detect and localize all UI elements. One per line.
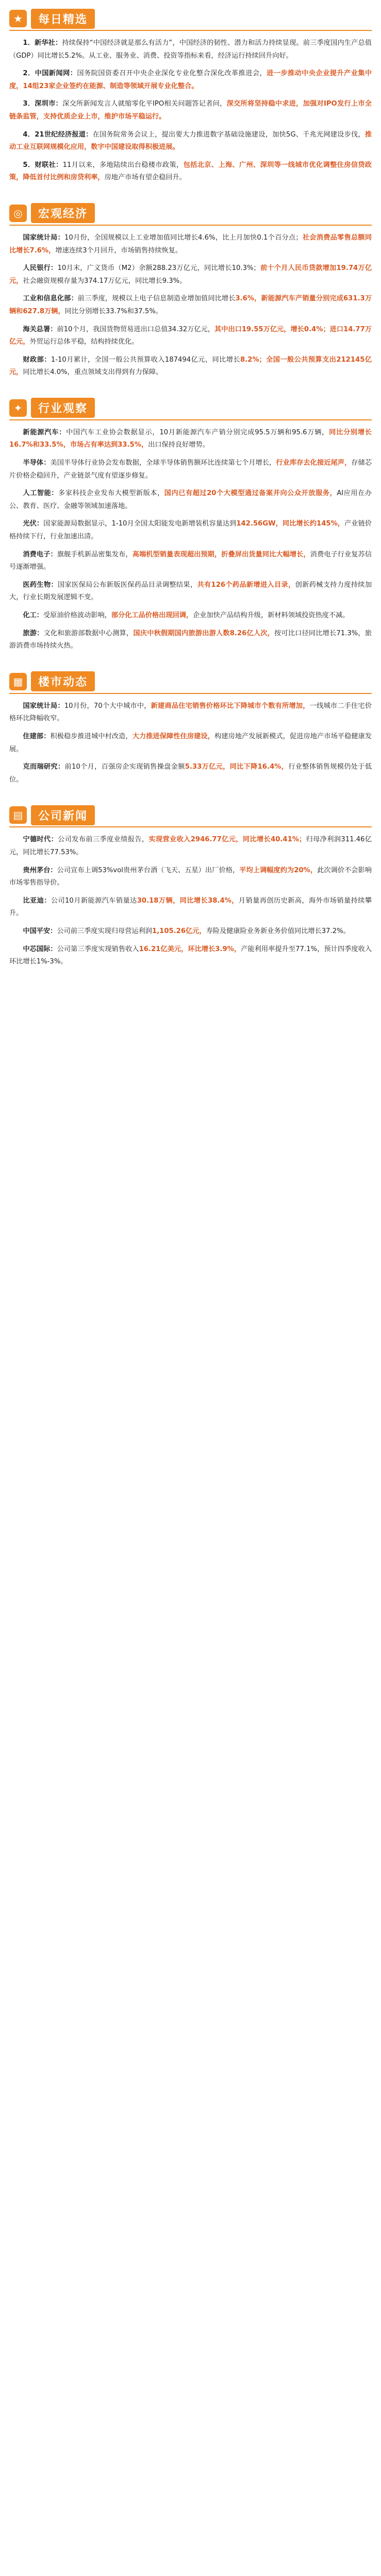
news-paragraph: [9, 761, 372, 786]
paragraph-highlight: 社会消费品零售总额同比增长7.6%，: [9, 233, 372, 255]
news-paragraph: [9, 354, 372, 379]
paragraph-highlight: 国庆中秋假期国内旅游出游人数8.26亿人次，: [133, 629, 274, 637]
news-paragraph: [9, 427, 372, 452]
paragraph-lead: 工业和信息化部：: [23, 295, 78, 303]
news-paragraph: [9, 549, 372, 574]
paragraph-list: [9, 37, 372, 184]
paragraph-text: 受原油价格波动影响，: [43, 612, 111, 619]
paragraph-tail: 消费电子行业复苏信号逐渐增强。: [9, 550, 372, 571]
section-header: [9, 397, 372, 420]
paragraph-highlight: 前十个月人民币贷款增加19.74万亿元，: [9, 264, 372, 285]
paragraph-highlight: 其中出口19.55万亿元，增长0.4%；进口14.77万亿元，: [9, 325, 372, 346]
paragraph-lead: 4．21世纪经济报道：: [23, 130, 93, 139]
paragraph-lead: 新能源汽车：: [23, 428, 67, 436]
paragraph-tail: 构建房地产发展新模式，促进房地产市场平稳健康发展。: [9, 732, 372, 753]
paragraph-tail: 企业加快产品结构升级，新材料领域投资热度不减。: [193, 612, 350, 619]
section-property: [0, 663, 381, 797]
paragraph-list: [9, 427, 372, 653]
news-paragraph: [9, 943, 372, 969]
paragraph-highlight: 部分化工品价格出现回调，: [111, 612, 193, 619]
paragraph-text: 国务院国资委召开中央企业深化专业化整合深化改革推进会，: [77, 70, 267, 78]
section-rule: [95, 408, 372, 409]
paragraph-text: 持续保持“中国经济就是那么有活力”，中国经济的韧性、潜力和活力持续显现。前三季度国内生产总值（GDP）同比增长5.2%。从工业、服务业、消费、投资等指标来看，经济运行持续回升向好。: [9, 39, 372, 60]
news-paragraph: [9, 609, 372, 622]
news-paragraph: [9, 293, 372, 318]
paragraph-highlight: 1,105.26亿元，: [152, 927, 206, 935]
section-rule: [95, 213, 372, 214]
paragraph-lead: 医药生物：: [23, 581, 58, 589]
paragraph-tail: 产能利用率提升至77.1%，预计四季度收入环比增长1%-3%。: [9, 945, 372, 966]
section-industry: [0, 389, 381, 663]
paragraph-tail: 存储芯片价格企稳回升，产业链景气度有望逐步修复。: [9, 459, 372, 480]
paragraph-tail: 寿险及健康险业务新业务价值同比增长37.2%。: [206, 927, 350, 935]
paragraph-list: [9, 834, 372, 968]
paragraph-text: 11月以来，多地陆续出台稳楼市政策，: [62, 161, 184, 169]
news-paragraph: [9, 37, 372, 62]
paragraph-highlight: 8.2%；全国一般公共预算支出212145亿元，: [9, 355, 372, 377]
paragraph-text: 国家医保局公布新版医保药品目录调整结果，: [58, 581, 197, 589]
paragraph-text: 积极稳步推进城中村改造，: [50, 732, 132, 740]
news-paragraph: [9, 518, 372, 543]
section-rule: [95, 681, 372, 682]
paragraph-tail: 月销量再创历史新高，海外市场销量持续攀升。: [9, 896, 372, 918]
news-paragraph: [9, 865, 372, 890]
building-icon: ▦: [9, 673, 27, 690]
paragraph-text: 10月份，全国规模以上工业增加值同比增长4.6%，比上月加快0.1个百分点；: [64, 233, 303, 242]
paragraph-text: 前10个月，百强房企实现销售操盘金额: [64, 763, 185, 771]
paragraph-text: 公司10月新能源汽车销量达: [51, 896, 137, 905]
news-paragraph: [9, 262, 372, 287]
paragraph-highlight: 进一步推动中央企业提升产业集中度，14组23家企业签约在能源、制造等领域开展专业化整合。: [9, 70, 372, 90]
paragraph-text: 国家能源局数据显示，1-10月全国太阳能发电新增装机容量达到: [43, 520, 237, 528]
paragraph-lead: 化工：: [23, 612, 43, 619]
paragraph-tail: 出口保持良好增势。: [148, 441, 209, 449]
section-daily: [0, 0, 381, 195]
paragraph-tail: 归母净利润311.46亿元，同比增长77.53%。: [9, 836, 372, 856]
paragraph-tail: 房地产市场有望企稳回升。: [104, 174, 186, 182]
paragraph-lead: 宁德时代：: [23, 836, 58, 844]
news-paragraph: [9, 487, 372, 513]
paragraph-lead: 中芯国际：: [23, 945, 57, 953]
paragraph-lead: 旅游：: [23, 629, 44, 637]
paragraph-text: 美国半导体行业协会发布数据，全球半导体销售额环比连续第七个月增长，: [50, 459, 276, 467]
section-header: [9, 670, 372, 694]
document-icon: ▤: [9, 806, 27, 824]
section-title: 行业观察: [31, 398, 95, 418]
paragraph-lead: 克而瑞研究：: [23, 763, 65, 771]
megaphone-icon: ✦: [9, 399, 27, 417]
paragraph-text: 公司发布前三季度业绩报告，: [58, 836, 149, 844]
paragraph-highlight: 国内已有超过20个大模型通过备案并向公众开放服务，: [164, 489, 337, 498]
section-rule: [95, 18, 372, 19]
paragraph-lead: 财政部：: [23, 355, 51, 364]
paragraph-tail: 此次调价不会影响市场零售指导价。: [9, 866, 372, 887]
paragraph-lead: 半导体：: [23, 459, 51, 467]
paragraph-lead: 2．中国新闻网：: [23, 70, 77, 78]
paragraph-list: [9, 232, 372, 379]
news-paragraph: [9, 731, 372, 756]
paragraph-lead: 中国平安：: [23, 927, 57, 935]
news-paragraph: [9, 129, 372, 154]
news-paragraph: [9, 159, 372, 184]
paragraph-lead: 5．财联社：: [23, 161, 63, 169]
paragraph-text: 前三季度，规模以上电子信息制造业增加值同比增长: [77, 295, 236, 303]
paragraph-lead: 消费电子：: [23, 550, 57, 558]
section-header: [9, 202, 372, 226]
news-paragraph: [9, 700, 372, 725]
paragraph-lead: 国家统计局：: [23, 233, 65, 242]
paragraph-highlight: 5.33万亿元，同比下降16.4%，: [185, 763, 289, 771]
paragraph-text: 10月份，70个大中城市中，: [64, 702, 151, 710]
paragraph-highlight: 新建商品住宅销售价格环比下降城市个数有所增加，: [151, 702, 310, 710]
paragraph-highlight: 推动工业互联网规模化应用，数字中国建设取得积极进展。: [9, 130, 372, 151]
paragraph-highlight: 16.21亿美元，环比增长3.9%，: [139, 945, 241, 953]
paragraph-highlight: 平均上调幅度约为20%，: [239, 866, 318, 874]
paragraph-highlight: 30.18万辆，同比增长38.4%，: [137, 896, 239, 905]
star-icon: ★: [9, 10, 27, 27]
paragraph-tail: 产业链价格持续下行，行业加速出清。: [9, 520, 372, 541]
paragraph-lead: 国家统计局：: [23, 702, 64, 710]
paragraph-tail: 创新药械支持力度持续加大，行业长期发展逻辑不变。: [9, 581, 372, 602]
paragraph-highlight: 包括北京、上海、广州、深圳等一线城市优化调整住房信贷政策，降低首付比例和房贷利率，: [9, 161, 372, 182]
paragraph-text: 1-10月累计，全国一般公共预算收入187494亿元，同比增长: [51, 355, 240, 364]
paragraph-lead: 比亚迪：: [23, 896, 51, 905]
section-title: 宏观经济: [31, 203, 95, 223]
paragraph-text: 多家科技企业发布大模型新版本，: [58, 489, 164, 498]
news-paragraph: [9, 324, 372, 349]
paragraph-tail: 外贸运行总体平稳，结构持续优化。: [29, 338, 139, 346]
paragraph-text: 公司前三季度实现归母营运利润: [57, 927, 152, 935]
paragraph-highlight: 3.6%，新能源汽车产销量分别完成631.3万辆和627.8万辆，: [9, 295, 372, 315]
paragraph-lead: 住建部：: [23, 732, 51, 740]
paragraph-text: 公司第三季度实现销售收入: [57, 945, 139, 953]
news-paragraph: [9, 457, 372, 482]
section-rule: [95, 815, 372, 816]
section-title: 楼市动态: [31, 671, 95, 691]
paragraph-lead: 人工智能：: [23, 489, 58, 498]
paragraph-tail: 社会融资规模存量为374.17万亿元，同比增长9.3%。: [23, 277, 187, 285]
section-macro: [0, 195, 381, 389]
paragraph-text: 在国务院常务会议上，提出要大力推进数字基础设施建设，加快5G、千兆光网建设步伐，: [92, 130, 365, 139]
paragraph-lead: 贵州茅台：: [23, 866, 57, 874]
paragraph-highlight: 同比分别增长16.7%和33.5%，市场占有率达到33.5%，: [9, 428, 372, 449]
paragraph-tail: 按可比口径同比增长71.3%，旅游消费市场持续火热。: [9, 629, 372, 650]
paragraph-tail: AI应用在办公、教育、医疗、金融等领域加速落地。: [9, 489, 372, 510]
paragraph-text: 公司宣布上调53%vol贵州茅台酒（飞天、五星）出厂价格，: [57, 866, 240, 874]
section-title: 每日精选: [31, 9, 95, 29]
news-paragraph: [9, 67, 372, 93]
news-paragraph: [9, 895, 372, 920]
paragraph-highlight: 实现营业收入2946.77亿元，同比增长40.41%；: [148, 836, 306, 844]
paragraph-text: 前10个月，我国货物贸易进出口总值34.32万亿元，: [57, 325, 215, 333]
paragraph-text: 文化和旅游部数据中心测算，: [43, 629, 134, 637]
paragraph-lead: 1．新华社：: [23, 39, 62, 47]
paragraph-text: 深交所新闻发言人就缩零化平IPO相关问题答记者问，: [62, 100, 227, 108]
paragraph-tail: 同比分别增长33.7%和37.5%。: [64, 307, 162, 315]
news-paragraph: [9, 232, 372, 257]
news-paragraph: [9, 98, 372, 123]
section-title: 公司新闻: [31, 805, 95, 825]
news-paragraph: [9, 925, 372, 938]
paragraph-lead: 人民银行：: [23, 264, 58, 273]
news-paragraph: [9, 834, 372, 859]
paragraph-list: [9, 700, 372, 787]
paragraph-tail: 一线城市二手住宅价格环比降幅收窄。: [9, 702, 372, 723]
section-header: [9, 804, 372, 827]
paragraph-tail: 同比增长4.0%，重点领域支出得到有力保障。: [23, 368, 163, 377]
paragraph-highlight: 大力推进保障性住房建设，: [132, 732, 214, 740]
paragraph-highlight: 142.56GW，同比增长约145%，: [236, 520, 345, 528]
news-paragraph: [9, 579, 372, 604]
paragraph-lead: 海关总署：: [23, 325, 57, 333]
section-company: [0, 796, 381, 978]
paragraph-lead: 光伏：: [23, 520, 44, 528]
newsletter-page: [0, 0, 381, 979]
paragraph-tail: 增速连续3个月回升，市场销售持续恢复。: [55, 246, 183, 255]
paragraph-highlight: 深交所将坚持稳中求进，加强对IPO发行上市全链条监管，支持优质企业上市，维护市场平稳运行。: [9, 100, 372, 121]
paragraph-text: 10月末，广义货币（M2）余额288.23万亿元，同比增长10.3%；: [57, 264, 260, 273]
news-paragraph: [9, 628, 372, 653]
paragraph-text: 中国汽车工业协会数据显示，10月新能源汽车产销分别完成95.5万辆和95.6万辆，: [66, 428, 329, 436]
paragraph-tail: 行业整体销售规模仍处于低位。: [9, 763, 372, 784]
paragraph-highlight: 共有126个药品新增进入目录，: [197, 581, 295, 589]
section-header: [9, 7, 372, 31]
paragraph-highlight: 高端机型销量表现超出预期，折叠屏出货量同比大幅增长，: [132, 550, 310, 558]
globe-icon: ◎: [9, 205, 27, 222]
paragraph-lead: 3．深圳市：: [23, 100, 63, 108]
paragraph-highlight: 行业库存去化接近尾声，: [276, 459, 352, 467]
paragraph-text: 旗舰手机新品密集发布，: [57, 550, 132, 558]
